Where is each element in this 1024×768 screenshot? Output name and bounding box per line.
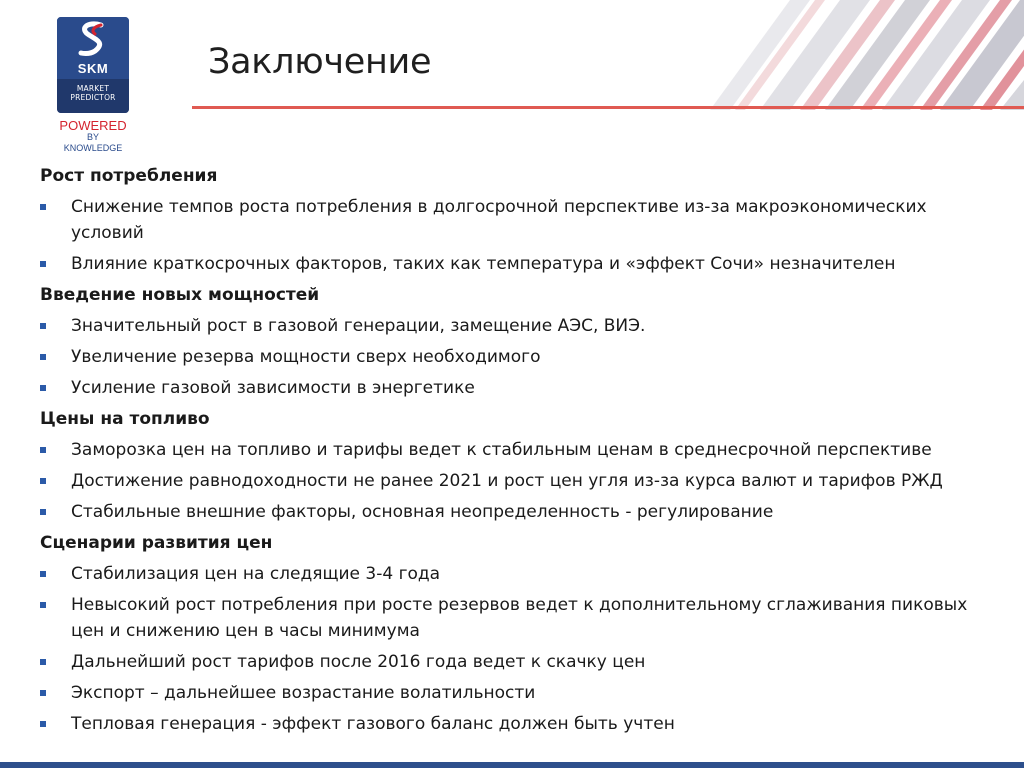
page-title: Заключение: [208, 42, 432, 82]
logo-badge: [57, 17, 129, 113]
list-item: [40, 375, 1000, 401]
bullet-icon: [40, 354, 46, 360]
list-item: [40, 680, 1000, 706]
list-item-text: Влияние краткосрочных факторов, таких как температура и «эффект Сочи» незначителен: [71, 254, 896, 274]
list-item: [40, 592, 1000, 644]
list-item-text: Дальнейший рост тарифов после 2016 года ведет к скачку цен: [71, 652, 646, 672]
list-item: [40, 499, 1000, 525]
list-item-text: Стабилизация цен на следящие 3-4 года: [71, 564, 441, 584]
list-item-text: Экспорт – дальнейшее возрастание волатильности: [71, 683, 536, 703]
list-item: [40, 251, 1000, 277]
list-item-text: Стабильные внешние факторы, основная неопределенность - регулирование: [71, 502, 774, 522]
list-item: [40, 313, 1000, 339]
bullet-list: [40, 313, 1000, 401]
section-heading: Цены на топливо: [40, 409, 210, 429]
logo-line2: PREDICTOR: [70, 93, 116, 102]
slide-content: [40, 163, 1000, 742]
list-item: [40, 649, 1000, 675]
title-underline: [192, 106, 1024, 109]
bullet-list: [40, 194, 1000, 277]
list-item: [40, 437, 1000, 463]
list-item-text: Снижение темпов роста потребления в долгосрочной перспективе из-за макроэкономических условий: [71, 197, 927, 243]
list-item: [40, 344, 1000, 370]
bullet-list: [40, 437, 1000, 525]
section-heading: Введение новых мощностей: [40, 285, 320, 305]
bullet-icon: [40, 447, 46, 453]
bullet-icon: [40, 204, 46, 210]
bullet-icon: [40, 509, 46, 515]
section-heading: Сценарии развития цен: [40, 533, 273, 553]
list-item-text: Достижение равнодоходности не ранее 2021 и рост цен угля из-за курса валют и тарифов РЖД: [71, 471, 943, 491]
bullet-icon: [40, 690, 46, 696]
list-item-text: Значительный рост в газовой генерации, замещение АЭС, ВИЭ.: [71, 316, 646, 336]
bullet-icon: [40, 659, 46, 665]
bullet-icon: [40, 602, 46, 608]
list-item: [40, 194, 1000, 246]
list-item-text: Увеличение резерва мощности сверх необходимого: [71, 347, 541, 367]
logo-line1: MARKET: [76, 84, 110, 93]
bullet-icon: [40, 323, 46, 329]
decorative-stripes: [560, 0, 1024, 110]
bullet-list: [40, 561, 1000, 737]
bullet-icon: [40, 571, 46, 577]
list-item: [40, 561, 1000, 587]
logo-knowledge: BY KNOWLEDGE: [63, 132, 123, 153]
list-item: [40, 468, 1000, 494]
bullet-icon: [40, 385, 46, 391]
list-item-text: Тепловая генерация - эффект газового баланс должен быть учтен: [71, 714, 675, 734]
logo-subtitle: [57, 79, 129, 113]
list-item-text: Невысокий рост потребления при росте резервов ведет к дополнительному сглаживания пиковых цен и снижению цен в часы минимума: [71, 595, 968, 641]
logo-powered: POWERED: [59, 118, 127, 133]
footer-bar: [0, 762, 1024, 768]
list-item-text: Заморозка цен на топливо и тарифы ведет к стабильным ценам в среднесрочной перспективе: [71, 440, 932, 460]
logo-swirl-icon: [57, 17, 129, 61]
logo-brand-text: SKM: [77, 61, 109, 76]
bullet-icon: [40, 478, 46, 484]
company-logo: [57, 17, 129, 154]
list-item-text: Усиление газовой зависимости в энергетике: [71, 378, 475, 398]
logo-emblem: [57, 17, 129, 79]
list-item: [40, 711, 1000, 737]
bullet-icon: [40, 721, 46, 727]
bullet-icon: [40, 261, 46, 267]
section-heading: Рост потребления: [40, 166, 218, 186]
